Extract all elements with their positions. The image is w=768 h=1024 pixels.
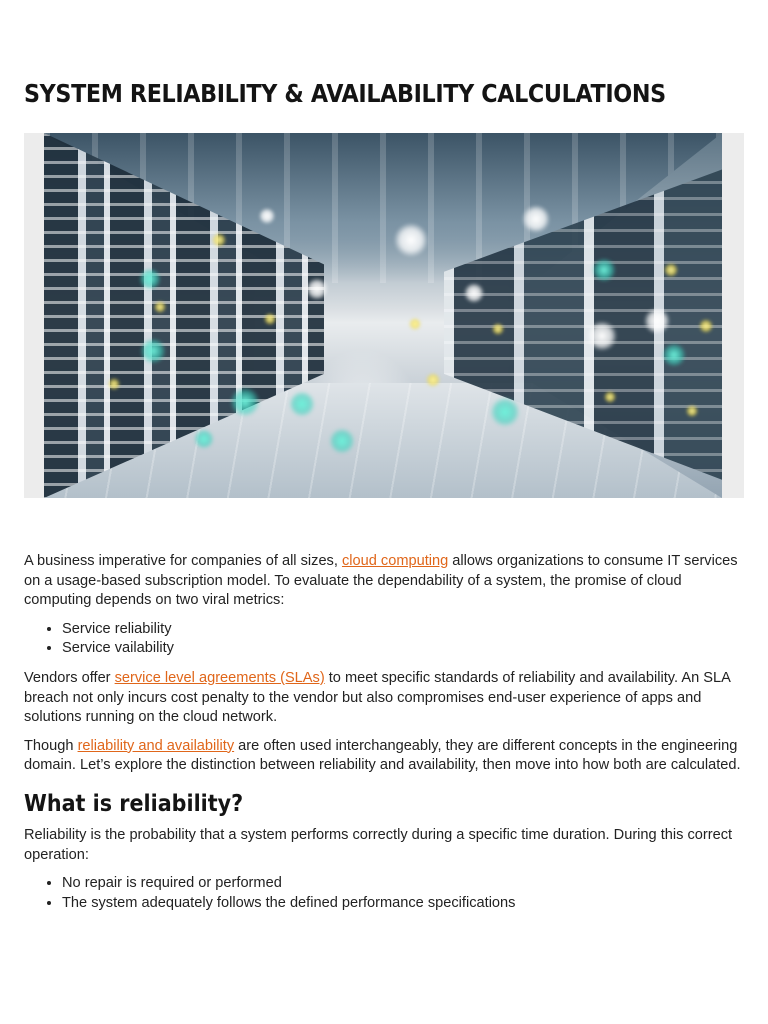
light-spot [154, 301, 166, 313]
light-spot [490, 397, 520, 427]
light-spot [394, 223, 428, 257]
page-title: SYSTEM RELIABILITY & AVAILABILITY CALCULATIONS [24, 79, 666, 108]
light-spot [289, 391, 315, 417]
list-item: • No repair is required or performed [62, 874, 744, 894]
light-spot [108, 378, 120, 390]
list-item: • The system adequately follows the defined performance specifications [62, 894, 744, 914]
distinction-paragraph [24, 737, 744, 776]
light-spot [409, 318, 421, 330]
sla-paragraph [24, 669, 744, 728]
list-item: • Service reliability [62, 620, 744, 640]
sla-text-start: Vendors offer [24, 669, 115, 686]
light-spot [587, 321, 617, 351]
light-spot [464, 283, 484, 303]
reliability-availability-link[interactable]: reliability and availability [77, 737, 235, 754]
light-spot [306, 278, 328, 300]
reliability-paragraph: Reliability is the probability that a system performs correctly during a specific time duration. During this correct operation: [24, 826, 733, 863]
light-spot [604, 391, 616, 403]
light-spot [664, 263, 678, 277]
sla-text-end: to meet specific standards of reliability and availability. An SLA breach not only incurs cost penalty to the vendor but also compromises end-user experience of apps and solutions running on the cloud network. [24, 669, 731, 726]
intro-text-start: A business imperative for companies of all sizes, [24, 553, 342, 569]
distinction-text-start: Though [24, 737, 78, 754]
server-room-image [24, 133, 744, 498]
sla-link[interactable]: service level agreements (SLAs) [114, 669, 325, 686]
light-spot [662, 343, 686, 367]
reliability-heading: What is reliability? [24, 790, 244, 817]
light-spot [140, 338, 166, 364]
distinction-text-end: are often used interchangeably, they are different concepts in the engineering domain. Let’s explore the distinction between reliability and availability, then move into how both are calculated. [24, 737, 741, 774]
operation-list [24, 874, 744, 913]
light-spot [259, 208, 275, 224]
server-room-scene [44, 133, 722, 498]
intro-paragraph [24, 552, 744, 611]
light-spot [492, 323, 504, 335]
light-spot [194, 429, 214, 449]
intro-text-end: allows organizations to consume IT services on a usage-based subscription model. To evaluate the dependability of a system, the promise of cloud computing depends on two viral metrics: [24, 553, 738, 609]
light-spot [522, 205, 550, 233]
light-spot [139, 268, 161, 290]
list-item: • Service vailability [62, 639, 744, 659]
cloud-computing-link[interactable]: cloud computing [341, 553, 449, 569]
light-spot [644, 308, 670, 334]
light-spot [230, 387, 260, 417]
light-spot [426, 373, 440, 387]
light-spot [212, 233, 226, 247]
light-spot [592, 258, 616, 282]
metrics-list [24, 620, 744, 659]
light-spot [264, 313, 276, 325]
light-spot [329, 428, 355, 454]
light-spot [686, 405, 698, 417]
article-body [24, 552, 744, 923]
light-spot [699, 319, 713, 333]
